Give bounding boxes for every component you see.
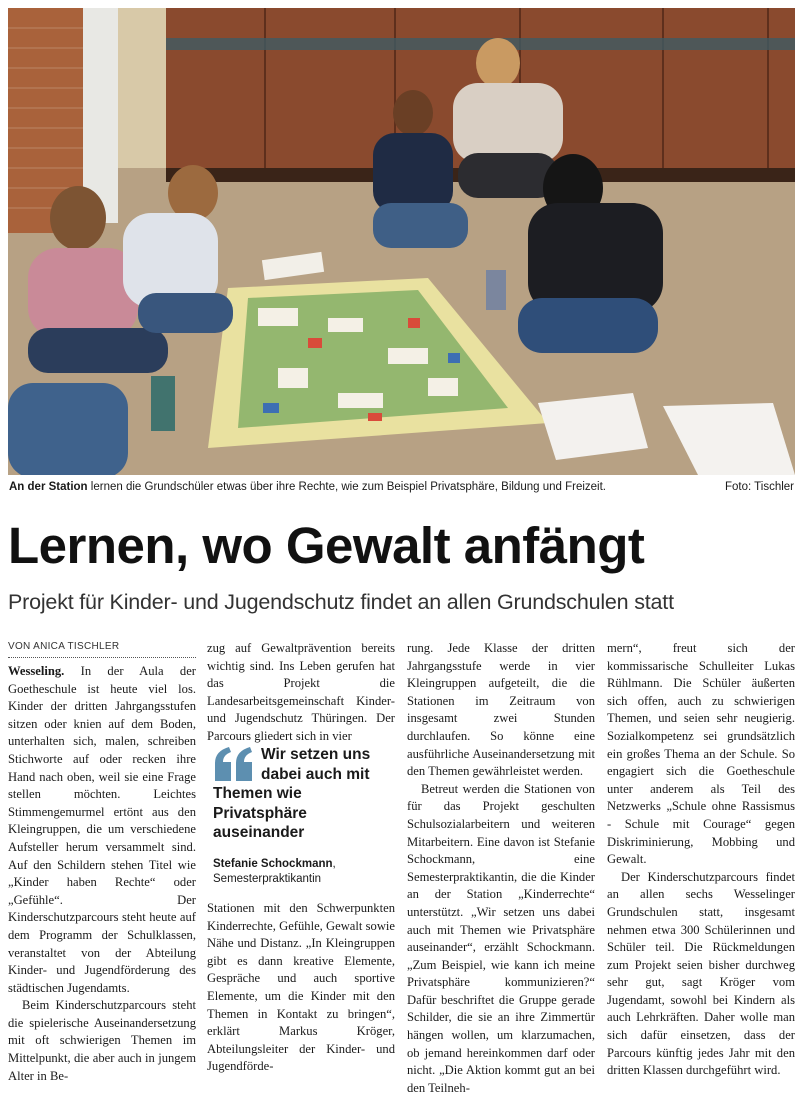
paragraph: zug auf Gewaltprävention bereits wichtig sind. Ins Leben gerufen hat das Projekt die Landesarbeitsgemeinschaft Kinder- und Jugendschutz Thüringen. Der Parcours gliedert sich in vier [207, 641, 395, 743]
article-photo [8, 8, 795, 475]
article-column-3 [407, 640, 595, 1097]
paragraph: mern“, freut sich der kommissarische Schulleiter Lukas Rühlmann. Die Schüler äußerten sich offen, auch zu schwierigen Themen, und seien sehr neugierig. Sozialkompetenz sei grundsätzlich ein großes Thema an der Schule. So engagiert sich die Goetheschule unter anderem als Teil des Netzwerks „Schule ohne Rassismus - Schule mit Courage“ gegen Diskriminierung, Mobbing und Gewalt. [607, 641, 795, 867]
article-column-2 [207, 640, 395, 746]
caption-lead: An der Station [9, 481, 88, 493]
paragraph: Beim Kinderschutzparcours steht die spielerische Auseinandersetzung mit oft schwierigen Themen im Mittelpunkt, die aber auch in jungem Alter in Be- [8, 998, 196, 1083]
quote-role: , Semesterpraktikantin [213, 857, 336, 885]
quote-author: Stefanie Schockmann [213, 857, 333, 870]
paragraph: rung. Jede Klasse der dritten Jahrgangsstufe werde in vier Kleingruppen aufgeteilt, die die Stationen im Zeitraum von insgesamt zwei Stunden durchlaufen. So könne eine ausführliche Auseinandersetzung mit den Themen gewährleistet werden. [407, 641, 595, 779]
paragraph: Betreut werden die Stationen von für das Projekt geschulten Schulsozialarbeitern und weiteren Mitarbeitern. Eine davon ist Stefanie Schockmann, eine Semesterpraktikantin, die die Kinder an der Station „Kinderrechte“ unterstützt. „Wir setzen uns dabei auch mit Themen wie Privatsphäre auseinander“, erzählt Schockmann. „Zum Beispiel, wie kann ich meine Privatsphäre kommunizieren?“ Dafür beschriftet die Gruppe gerade Schilder, die sie an ihre Zimmertür hängen wollen, um klarzumachen, ob jemand hereinkommen darf oder nicht. „Die Aktion kommt gut an bei den Teilneh- [407, 781, 595, 1095]
byline: VON ANICA TISCHLER [8, 640, 196, 658]
quote-marks-icon [213, 747, 255, 781]
caption-text: lernen die Grundschüler etwas über ihre Rechte, wie zum Beispiel Privatsphäre, Bildung und Freizeit. [87, 481, 606, 493]
paragraph: In der Aula der Goetheschule ist heute viel los. Kinder der dritten Jahrgangsstufen sitzen oder knien auf dem Boden, unterhalten sich, malen, schreiben Stichworte auf oder recken ihre Hand nach oben, weil sie eine Frage stellen möchten. Leichtes Stimmengemurmel ertönt aus den Kleingruppen, die um verschiedene Aufsteller herum versammelt sind. Auf den Schildern stehen Titel wie „Kinder haben Rechte“ oder „Gefühle“. Der Kinderschutzparcours steht heute auf dem Programm der Schulklassen, veranstaltet von der Abteilung Kinder- und Jugendförderung des städtischen Jugendamts. [8, 664, 196, 995]
subheadline: Projekt für Kinder- und Jugendschutz findet an allen Grundschulen statt [8, 590, 674, 614]
photo-credit: Foto: Tischler [724, 481, 794, 493]
article-column-4 [607, 640, 795, 1080]
pull-quote-text: Wir setzen uns dabei auch mit Themen wie Privatsphäre auseinander [213, 746, 371, 841]
dateline-place: Wesseling. [8, 664, 65, 678]
photo-caption [9, 480, 794, 495]
pull-quote-attribution [213, 857, 393, 887]
article-column-2-continued [207, 900, 395, 1076]
paragraph: Stationen mit den Schwerpunkten Kinderrechte, Gefühle, Gewalt sowie Nähe und Distanz. „In Kleingruppen gibt es dann kreative Elemente, Gespräche und auch sportive Elemente, um die Kinder mit den Themen in Kontakt zu bringen“, erklärt Markus Kröger, Abteilungsleiter der Kinder- und Jugendförde- [207, 901, 395, 1074]
paragraph: Der Kinderschutzparcours findet an allen sechs Wesselinger Grundschulen statt, insgesamt nehmen etwa 300 Schülerinnen und Schüler teil. Die Rückmeldungen zum Projekt seien bisher durchweg sehr gut, sagt Kröger vom Jugendamt, sowohl bei Kindern als auch Lehrkräften. Daher wolle man sich dafür einsetzen, dass der Parcours künftig jedes Jahr mit den dritten Klassen durchgeführt wird. [607, 869, 795, 1078]
headline: Lernen, wo Gewalt anfängt [8, 517, 645, 574]
pull-quote [213, 745, 393, 887]
article-column-1 [8, 640, 196, 1085]
